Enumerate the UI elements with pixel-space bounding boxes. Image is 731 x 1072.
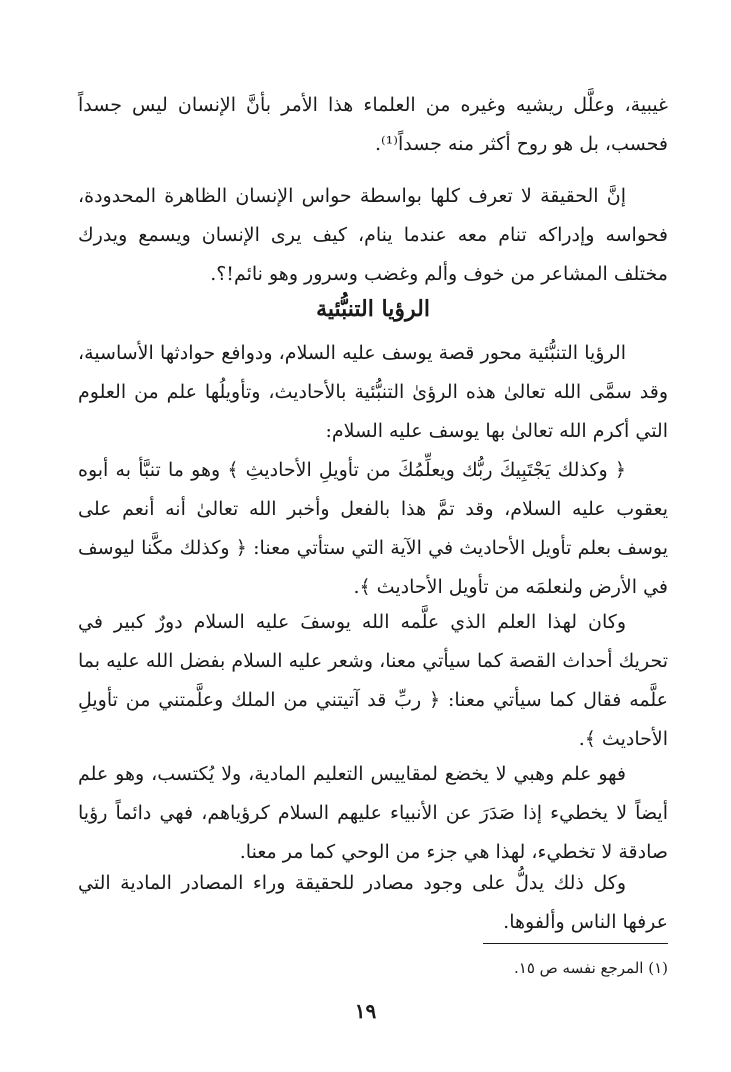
- paragraph-text: غيبية، وعلَّل ريشيه وغيره من العلماء هذا الأمر بأنَّ الإنسان ليس جسداً فحسب، بل هو روح أكثر منه جسداً⁽¹⁾.: [78, 94, 668, 155]
- paragraph-5: [78, 603, 668, 759]
- footnote: (١) المرجع نفسه ص ١٥.: [513, 959, 668, 977]
- paragraph-text: فهو علم وهبي لا يخضع لمقاييس التعليم المادية، ولا يُكتسب، وهو علم أيضاً لا يخطيء إذا صَدَرَ عن الأنبياء عليهم السلام كرؤياهم، فهي دائماً رؤيا صادقة لا تخطيء، لهذا هي جزء من الوحي كما مر معنا.: [78, 763, 668, 863]
- paragraph-text: وكل ذلك يدلُّ على وجود مصادر للحقيقة وراء المصادر المادية التي عرفها الناس وألفوها.: [78, 872, 668, 933]
- paragraph-text: الرؤيا التنبُّئية محور قصة يوسف عليه السلام، ودوافع حوادثها الأساسية، وقد سمَّى الله تعالىٰ هذه الرؤىٰ التنبُّئية بالأحاديث، وتأويلُها علم من العلوم التي أكرم الله تعالىٰ بها يوسف عليه السلام:: [78, 342, 668, 442]
- paragraph-text: وكان لهذا العلم الذي علَّمه الله يوسفَ عليه السلام دورٌ كبير في تحريك أحداث القصة كما سيأتي معنا، وشعر عليه السلام بفضل الله عليه بما علَّمه فقال كما سيأتي معنا: ﴿ ربِّ قد آتيتني من الملك وعلَّمتني من تأويلِ الأحاديث ﴾.: [78, 611, 668, 750]
- paragraph-4: [78, 451, 668, 607]
- section-heading: الرؤيا التنبُّئية: [316, 296, 430, 322]
- footnote-divider: [483, 943, 668, 944]
- paragraph-3: [78, 334, 668, 451]
- paragraph-1: [78, 86, 668, 164]
- paragraph-6: [78, 755, 668, 872]
- paragraph-2: [78, 177, 668, 294]
- page-number: ١٩: [354, 999, 377, 1023]
- paragraph-text: ﴿ وكذلك يَجْتَبِيكَ ربُّك ويعلِّمُكَ من تأويلِ الأحاديثِ ﴾ وهو ما تنبَّأ به أبوه يعقوب عليه السلام، وقد تمَّ هذا بالفعل وأخبر الله تعالىٰ أنه أنعم على يوسف بعلم تأويل الأحاديث في الآية التي ستأتي معنا: ﴿ وكذلك مكَّنا ليوسف في الأرض ولنعلمَه من تأويل الأحاديث ﴾.: [78, 459, 668, 598]
- paragraph-7: [78, 864, 668, 942]
- paragraph-text: إنَّ الحقيقة لا تعرف كلها بواسطة حواس الإنسان الظاهرة المحدودة، فحواسه وإدراكه تنام معه عندما ينام، كيف يرى الإنسان ويسمع ويدرك مختلف المشاعر من خوف وألم وغضب وسرور وهو نائم!؟.: [78, 185, 668, 285]
